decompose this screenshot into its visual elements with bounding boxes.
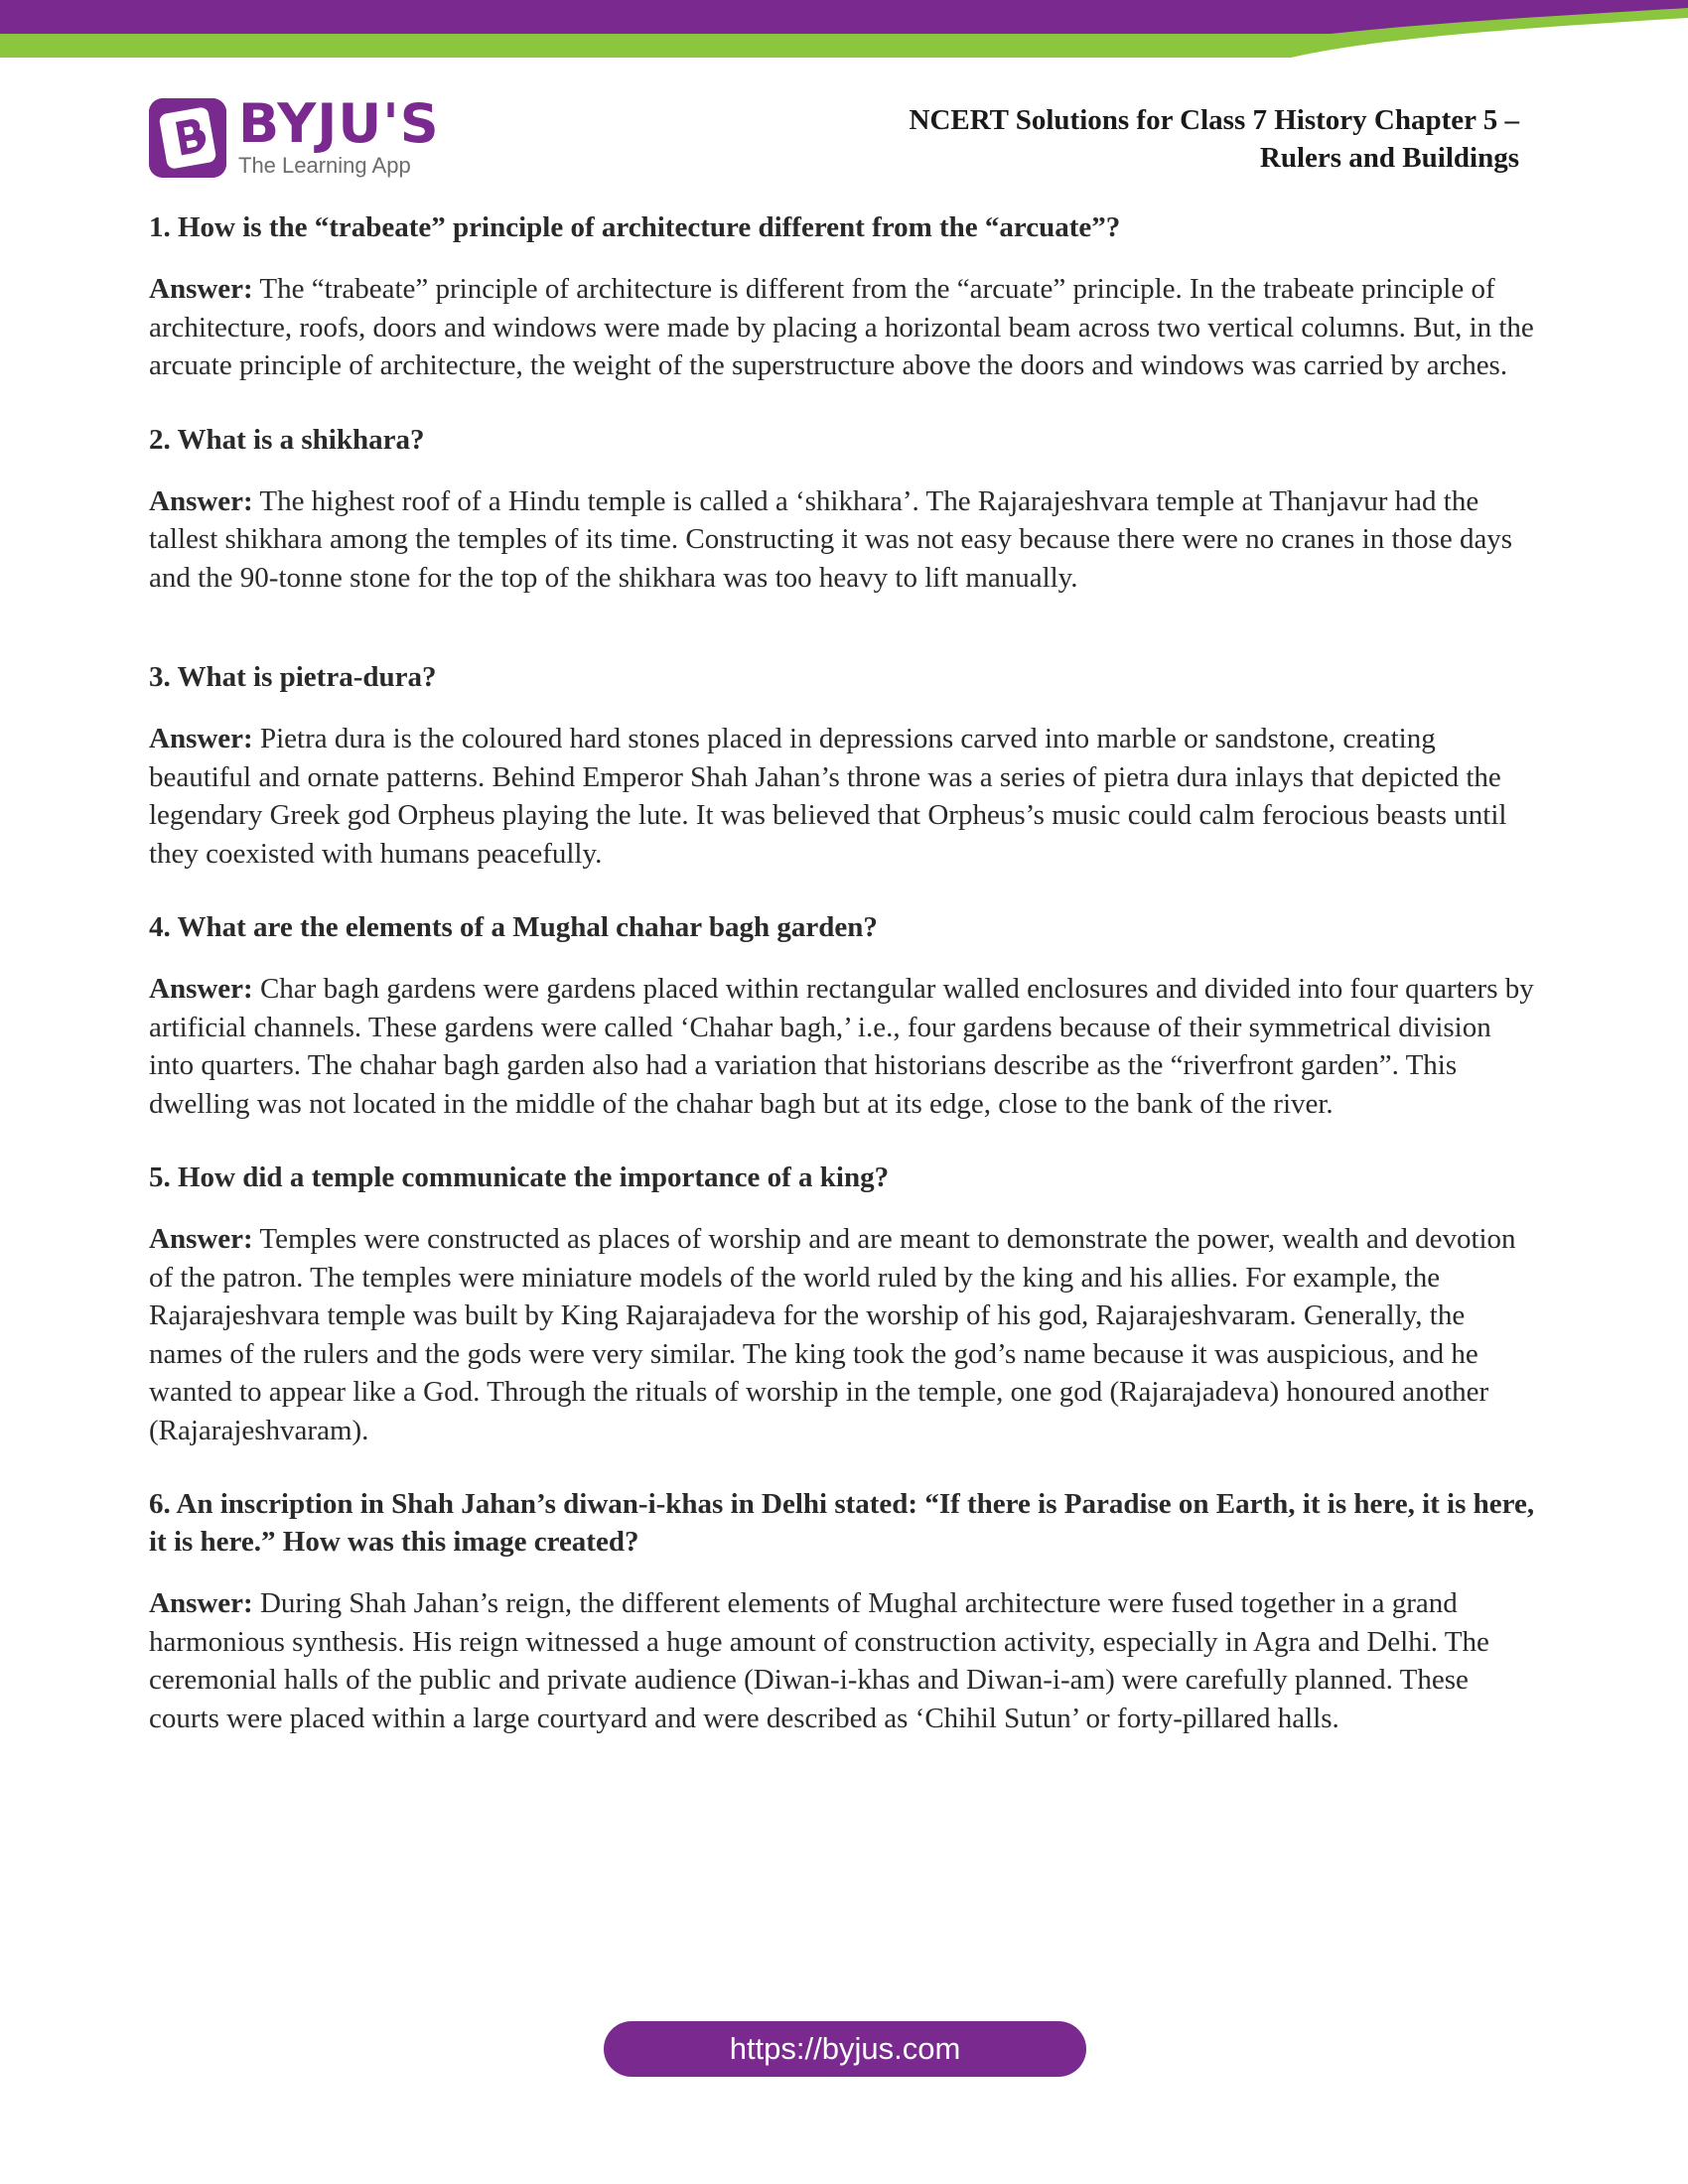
answer-text: The highest roof of a Hindu temple is called a ‘shikhara’. The Rajarajeshvara temple at Thanjavur had the tallest shikhara among the temples of its time. Constructing it was not easy because there were no cranes in those days and the 90-tonne stone for the top of the shikhara was too heavy to lift manually. xyxy=(149,484,1513,594)
answer-5 xyxy=(149,1220,1539,1449)
answer-label: Answer: xyxy=(149,484,253,517)
answer-label: Answer: xyxy=(149,973,253,1005)
answer-1 xyxy=(149,270,1539,385)
brand-tagline: The Learning App xyxy=(238,153,411,178)
question-6: 6. An inscription in Shah Jahan’s diwan-i-khas in Delhi stated: “If there is Paradise on Earth, it is here, it is here, it is here.” How was this image created? xyxy=(149,1488,1535,1558)
document-title-line-2: Rulers and Buildings xyxy=(1259,142,1519,174)
answer-text: Pietra dura is the coloured hard stones placed in depressions carved into marble or sandstone, creating beautiful and ornate patterns. Behind Emperor Shah Jahan’s throne was a series of pietra dura inlays that depicted the legendary Greek god Orpheus playing the lute. It was believed that Orpheus’s music could calm ferocious beasts until they coexisted with humans peacefully. xyxy=(149,723,1507,870)
qa-block-4 xyxy=(149,908,1539,1123)
document-title-line-1: NCERT Solutions for Class 7 History Chapter 5 – xyxy=(909,104,1519,136)
answer-label: Answer: xyxy=(149,1223,253,1255)
answer-text: Char bagh gardens were gardens placed within rectangular walled enclosures and divided into four quarters by artificial channels. These gardens were called ‘Chahar bagh,’ i.e., four gardens because of their symmetrical division into quarters. The chahar bagh garden also had a variation that historians describe as the “riverfront garden”. This dwelling was not located in the middle of the chahar bagh but at its edge, close to the bank of the river. xyxy=(149,973,1534,1120)
answer-label: Answer: xyxy=(149,723,253,754)
question-2: 2. What is a shikhara? xyxy=(149,423,425,456)
answer-text: The “trabeate” principle of architecture is different from the “arcuate” principle. In the trabeate principle of architecture, roofs, doors and windows were made by placing a horizontal beam across two vertical columns. But, in the arcuate principle of architecture, the weight of the superstructure above the doors and windows was carried by arches. xyxy=(149,273,1534,381)
answer-text: Temples were constructed as places of worship and are meant to demonstrate the power, wealth and devotion of the patron. The temples were miniature models of the world ruled by the king and his allies. For example, the Rajarajeshvara temple was built by King Rajarajadeva for the worship of his god, Rajarajeshvaram. Generally, the names of the rulers and the gods were very similar. The king took the god’s name because it was auspicious, and he wanted to appear like a God. Through the rituals of worship in the temple, one god (Rajarajadeva) honoured another (Rajarajeshvaram). xyxy=(149,1223,1516,1446)
answer-6 xyxy=(149,1584,1539,1737)
qa-content xyxy=(149,208,1539,1773)
qa-block-2 xyxy=(149,421,1539,598)
question-1: 1. How is the “trabeate” principle of architecture different from the “arcuate”? xyxy=(149,211,1121,243)
byjus-logo-icon xyxy=(149,98,226,178)
qa-block-6 xyxy=(149,1485,1539,1737)
document-title xyxy=(765,101,1519,177)
question-3: 3. What is pietra-dura? xyxy=(149,661,437,693)
qa-block-5 xyxy=(149,1159,1539,1449)
answer-label: Answer: xyxy=(149,273,253,305)
footer-url-text: https://byjus.com xyxy=(729,2031,961,2066)
qa-block-3 xyxy=(149,658,1539,873)
answer-3 xyxy=(149,720,1539,873)
answer-2 xyxy=(149,482,1539,598)
answer-4 xyxy=(149,970,1539,1123)
brand-name: BYJU'S xyxy=(238,92,440,155)
answer-text: During Shah Jahan’s reign, the different elements of Mughal architecture were fused together in a grand harmonious synthesis. His reign witnessed a huge amount of construction activity, especially in Agra and Delhi. The ceremonial halls of the public and private audience (Diwan-i-khas and Diwan-i-am) were carefully planned. These courts were placed within a large courtyard and were described as ‘Chihil Sutun’ or forty-pillared halls. xyxy=(149,1587,1489,1734)
top-banner xyxy=(0,0,1688,60)
brand-logo[interactable] xyxy=(149,92,447,179)
qa-block-1 xyxy=(149,208,1539,385)
question-5: 5. How did a temple communicate the importance of a king? xyxy=(149,1161,890,1193)
answer-label: Answer: xyxy=(149,1587,253,1619)
question-4: 4. What are the elements of a Mughal chahar bagh garden? xyxy=(149,911,878,943)
top-banner-graphic xyxy=(0,0,1688,60)
footer-url-button[interactable] xyxy=(604,2021,1086,2077)
